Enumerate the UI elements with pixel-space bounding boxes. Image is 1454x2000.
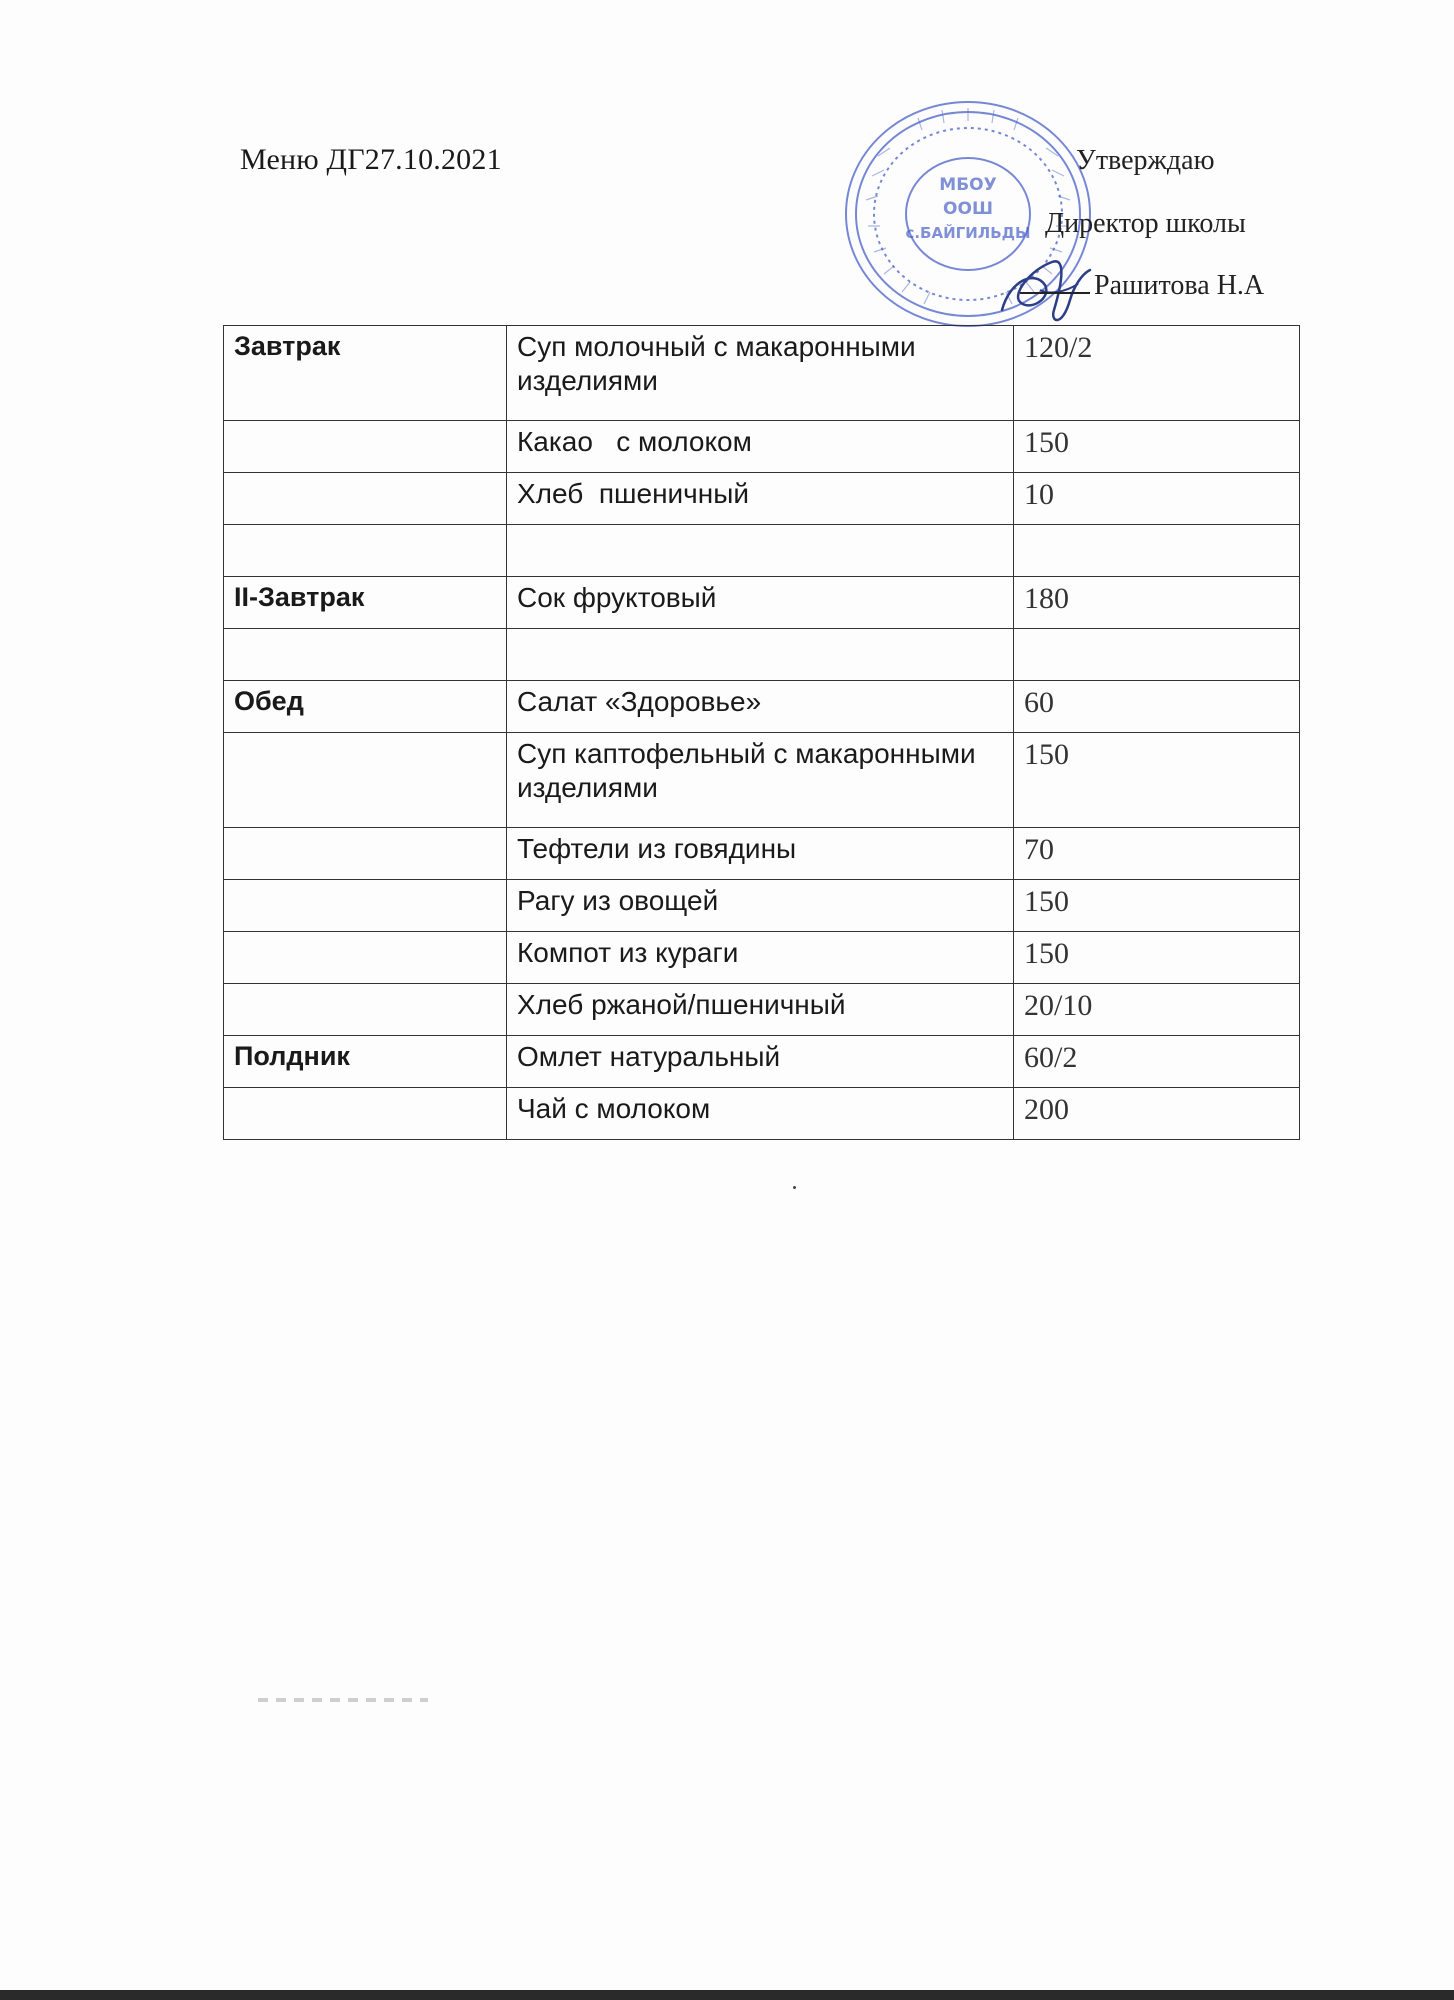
- meal-cell: [224, 984, 507, 1036]
- approval-signer: [1020, 270, 1264, 302]
- meal-cell: [224, 733, 507, 828]
- portion-cell: 60/2: [1014, 1036, 1300, 1088]
- menu-row: [224, 421, 1300, 473]
- portion-cell: 150: [1014, 421, 1300, 473]
- stray-dot: [793, 1186, 796, 1189]
- dish-cell: Тефтели из говядины: [507, 828, 1014, 880]
- meal-cell: II-Завтрак: [224, 577, 507, 629]
- meal-cell: [224, 629, 507, 681]
- approval-signer-name: Рашитова Н.А: [1094, 270, 1265, 301]
- menu-row: [224, 880, 1300, 932]
- menu-row: [224, 629, 1300, 681]
- portion-cell: 60: [1014, 681, 1300, 733]
- meal-cell: [224, 932, 507, 984]
- menu-row: [224, 733, 1300, 828]
- menu-row: [224, 577, 1300, 629]
- stamp-line-1: МБОУ: [939, 175, 997, 195]
- menu-row: [224, 473, 1300, 525]
- meal-cell: [224, 1088, 507, 1140]
- meal-cell: Полдник: [224, 1036, 507, 1088]
- meal-cell: [224, 525, 507, 577]
- menu-table: [223, 325, 1300, 1140]
- portion-cell: 150: [1014, 880, 1300, 932]
- menu-row: [224, 932, 1300, 984]
- menu-row: [224, 1036, 1300, 1088]
- portion-cell: [1014, 525, 1300, 577]
- dish-cell: [507, 629, 1014, 681]
- dish-cell: Какао с молоком: [507, 421, 1014, 473]
- meal-cell: [224, 473, 507, 525]
- dish-cell: Сок фруктовый: [507, 577, 1014, 629]
- portion-cell: 150: [1014, 932, 1300, 984]
- dish-cell: Чай с молоком: [507, 1088, 1014, 1140]
- dish-cell: Компот из кураги: [507, 932, 1014, 984]
- menu-row: [224, 681, 1300, 733]
- portion-cell: 120/2: [1014, 326, 1300, 421]
- portion-cell: [1014, 629, 1300, 681]
- portion-cell: 20/10: [1014, 984, 1300, 1036]
- dish-cell: Рагу из овощей: [507, 880, 1014, 932]
- menu-row: [224, 984, 1300, 1036]
- scan-artifact: [258, 1698, 428, 1702]
- stamp-line-2: ООШ: [943, 199, 993, 219]
- signature-line: [1020, 292, 1090, 294]
- dish-cell: Омлет натуральный: [507, 1036, 1014, 1088]
- dish-cell: Хлеб пшеничный: [507, 473, 1014, 525]
- menu-row: [224, 326, 1300, 421]
- portion-cell: 180: [1014, 577, 1300, 629]
- portion-cell: 70: [1014, 828, 1300, 880]
- menu-row: [224, 525, 1300, 577]
- approval-position: Директор школы: [1045, 208, 1246, 239]
- portion-cell: 150: [1014, 733, 1300, 828]
- dish-cell: Суп каптофельный с макаронными изделиями: [507, 733, 1014, 828]
- meal-cell: [224, 828, 507, 880]
- menu-row: [224, 1088, 1300, 1140]
- approval-heading: Утверждаю: [1076, 145, 1215, 176]
- meal-cell: Завтрак: [224, 326, 507, 421]
- dish-cell: Суп молочный с макаронными изделиями: [507, 326, 1014, 421]
- meal-cell: [224, 880, 507, 932]
- portion-cell: 200: [1014, 1088, 1300, 1140]
- dish-cell: Хлеб ржаной/пшеничный: [507, 984, 1014, 1036]
- portion-cell: 10: [1014, 473, 1300, 525]
- scan-bottom-edge: [0, 1990, 1454, 2000]
- dish-cell: [507, 525, 1014, 577]
- meal-cell: Обед: [224, 681, 507, 733]
- page-title: Меню ДГ27.10.2021: [240, 143, 502, 176]
- meal-cell: [224, 421, 507, 473]
- menu-row: [224, 828, 1300, 880]
- dish-cell: Салат «Здоровье»: [507, 681, 1014, 733]
- stamp-line-3: с.БАЙГИЛЬДЫ: [905, 224, 1031, 242]
